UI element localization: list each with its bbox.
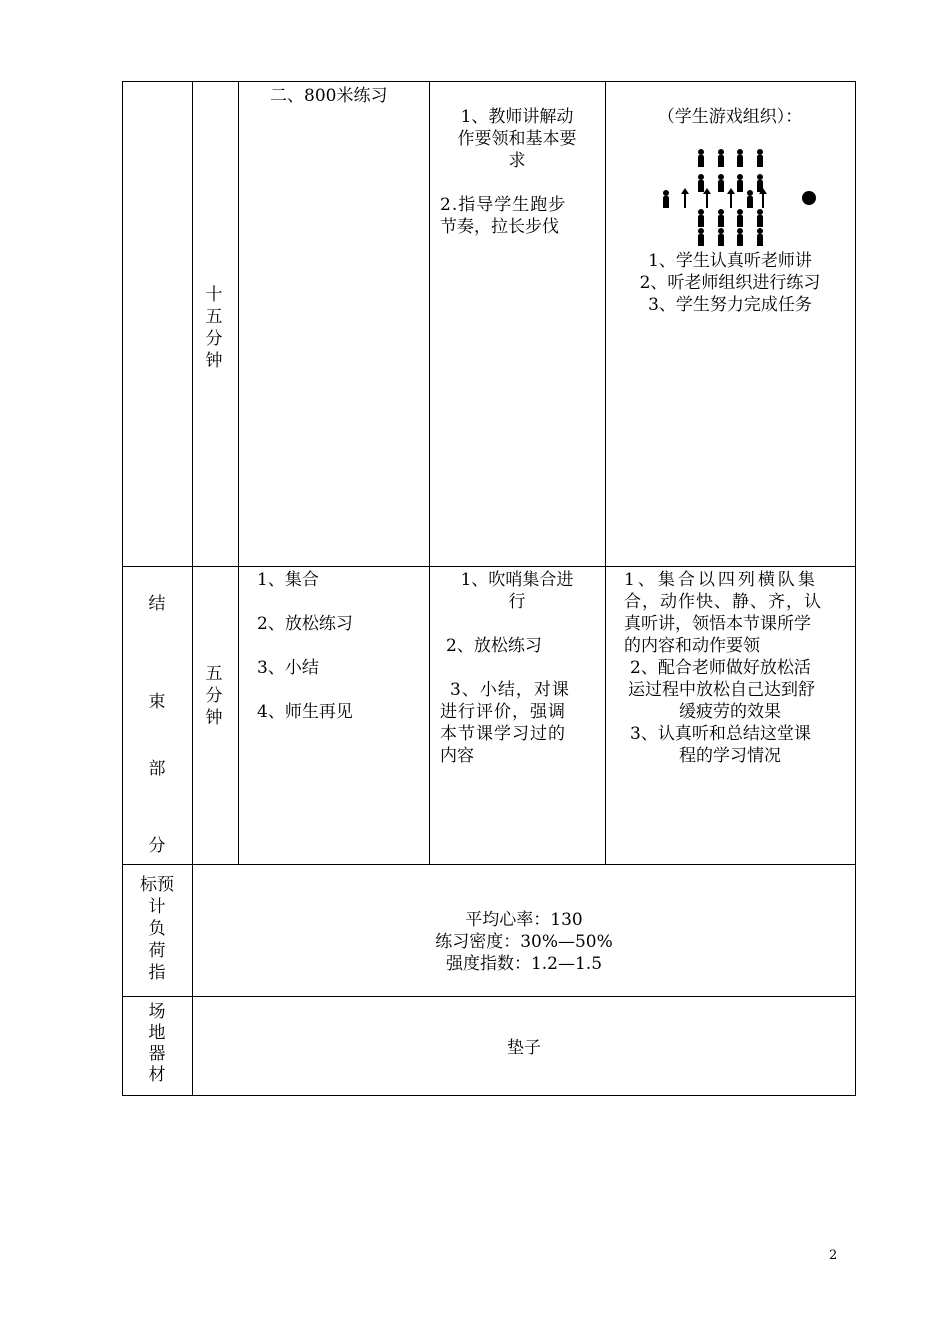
row3-label-line: 标预 (140, 875, 174, 895)
row2-teacher-line: 3、小结，对课 (450, 680, 570, 700)
row4-label-line: 材 (148, 1065, 166, 1085)
row3-label-line: 计 (148, 897, 166, 917)
table-left-border (122, 81, 123, 1096)
row2-teacher-line: 1、吹哨集合进 (460, 570, 574, 590)
row2-student-line: 真听讲，领悟本节课所学 (624, 614, 811, 634)
row1-teacher-line: 1、教师讲解动 (460, 107, 574, 127)
student-figure-icon (736, 228, 744, 246)
row2-part-char: 束 (148, 692, 166, 712)
row2-student-line: 程的学习情况 (679, 746, 781, 766)
row1-teacher-line: 作要领和基本要 (457, 129, 577, 149)
row4-label-line: 器 (148, 1044, 166, 1064)
row1-time-char: 十 (205, 285, 223, 305)
row2-student-line: 的内容和动作要领 (624, 636, 760, 656)
row2-content-item: 2、放松练习 (257, 614, 353, 634)
col-divider-2 (238, 81, 239, 865)
row2-content-item: 1、集合 (257, 570, 319, 590)
row1-student-line: 2、听老师组织进行练习 (639, 273, 821, 293)
row1-time-char: 分 (205, 329, 223, 349)
col-divider-3 (429, 81, 430, 865)
row2-teacher-line: 行 (508, 592, 526, 612)
row1-student-line: 3、学生努力完成任务 (648, 295, 812, 315)
row2-student-line: 2、配合老师做好放松活 (630, 658, 811, 678)
row1-student-title: （学生游戏组织）： (657, 107, 803, 127)
student-figure-icon (697, 228, 705, 246)
student-figure-icon (717, 228, 725, 246)
row1-teacher-line: 节奏，拉长步伐 (440, 217, 559, 237)
row1-time-char: 五 (205, 307, 223, 327)
row4-label-line: 场 (148, 1002, 166, 1022)
student-figure-icon (756, 209, 764, 227)
run-direction-arrow-icon (706, 192, 708, 208)
row2-content-item: 3、小结 (257, 658, 319, 678)
row-divider-2 (122, 864, 856, 865)
student-figure-icon (717, 174, 725, 192)
row-divider-3 (122, 996, 856, 997)
row2-teacher-line: 2、放松练习 (446, 636, 542, 656)
row2-content-item: 4、师生再见 (257, 702, 353, 722)
student-figure-icon (717, 209, 725, 227)
row2-time-char: 钟 (205, 708, 223, 728)
row2-part-char: 结 (148, 594, 166, 614)
student-figure-icon (756, 174, 764, 192)
row1-teacher-line: 2.指导学生跑步 (440, 195, 567, 215)
row1-student-line: 1、学生认真听老师讲 (648, 251, 812, 271)
row2-time-char: 五 (205, 664, 223, 684)
student-figure-icon (746, 190, 754, 208)
row2-time-char: 分 (205, 686, 223, 706)
run-direction-arrow-icon (762, 192, 764, 208)
page-number: 2 (829, 1248, 838, 1263)
student-figure-icon (756, 228, 764, 246)
row2-teacher-line: 进行评价，强调 (440, 702, 566, 722)
student-figure-icon (756, 149, 764, 167)
teacher-position-icon (802, 191, 816, 205)
student-figure-icon (736, 209, 744, 227)
row3-label-line: 指 (148, 963, 166, 983)
table-top-border (122, 81, 856, 82)
student-figure-icon (717, 149, 725, 167)
student-figure-icon (697, 149, 705, 167)
row2-student-line: 运过程中放松自己达到舒 (628, 680, 815, 700)
table-right-border (855, 81, 856, 1096)
row2-teacher-line: 本节课学习过的 (440, 724, 566, 744)
row2-teacher-line: 内容 (440, 746, 474, 766)
row1-content: 二、800米练习 (270, 86, 388, 106)
row2-student-line: 缓疲劳的效果 (679, 702, 781, 722)
row3-label-line: 荷 (148, 941, 166, 961)
col-divider-1 (192, 81, 193, 1096)
col-divider-4 (605, 81, 606, 865)
student-figure-icon (736, 149, 744, 167)
row4-label-line: 地 (148, 1023, 166, 1043)
row1-teacher-line: 求 (508, 151, 526, 171)
row1-time-char: 钟 (205, 351, 223, 371)
run-direction-arrow-icon (730, 192, 732, 208)
row2-student-line: 1、集合以四列横队集 (624, 570, 818, 590)
row3-value-line: 练习密度：30%—50% (435, 932, 613, 952)
student-figure-icon (697, 209, 705, 227)
row2-part-char: 分 (148, 836, 166, 856)
row3-value-line: 平均心率：130 (465, 910, 583, 930)
row2-student-line: 合，动作快、静、齐，认 (624, 592, 822, 612)
row3-value-line: 强度指数：1.2—1.5 (445, 954, 603, 974)
run-direction-arrow-icon (684, 192, 686, 208)
row2-part-char: 部 (148, 759, 166, 779)
table-bottom-border (122, 1095, 856, 1096)
student-figure-icon (662, 190, 670, 208)
student-figure-icon (736, 174, 744, 192)
row-divider-1 (122, 566, 856, 567)
row3-label-line: 负 (148, 919, 166, 939)
row4-value: 垫子 (507, 1038, 541, 1058)
row2-student-line: 3、认真听和总结这堂课 (630, 724, 811, 744)
